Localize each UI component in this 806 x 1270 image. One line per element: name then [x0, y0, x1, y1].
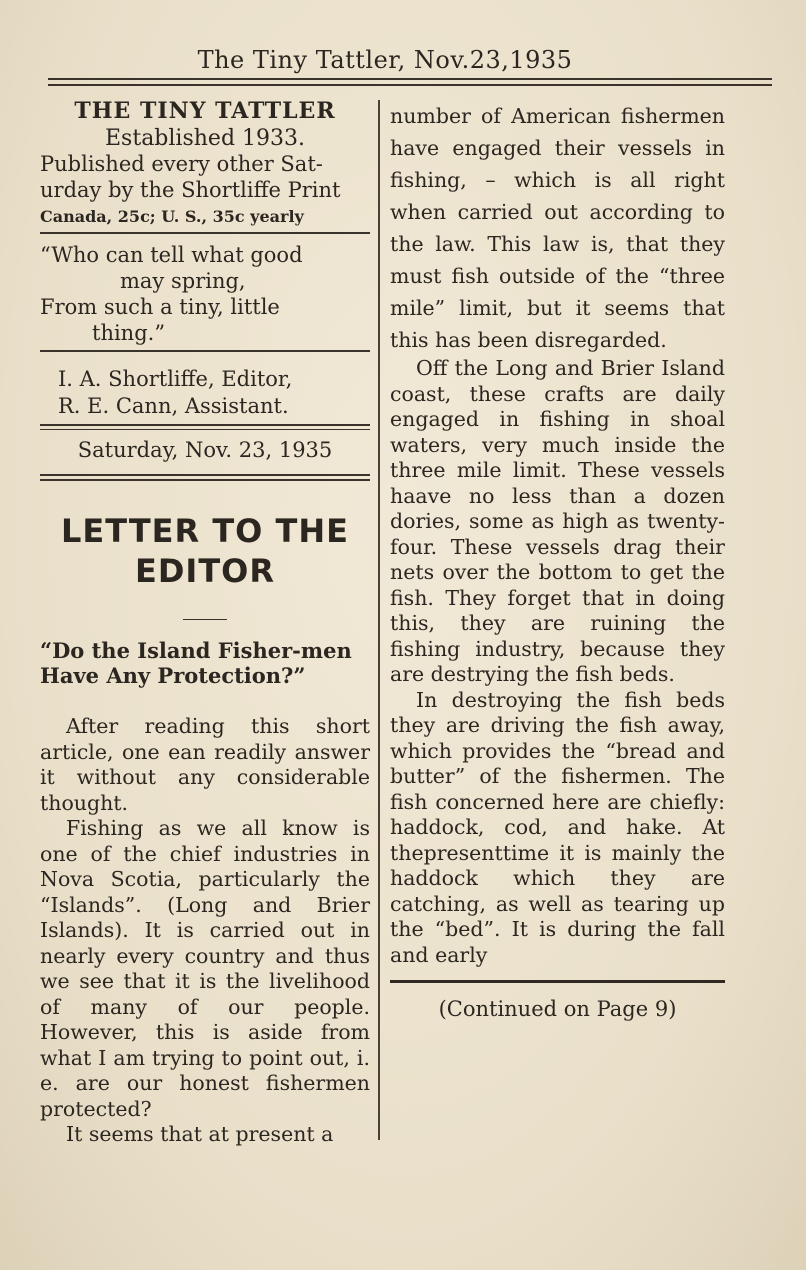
established-line: Established 1933. [105, 126, 305, 151]
dateline: Saturday, Nov. 23, 1935 [77, 438, 333, 462]
rule [40, 429, 370, 431]
rule [40, 479, 370, 481]
editor-name: I. A. Shortliffe, Editor, [58, 366, 293, 391]
article-paragraph: number of American fishermen have engaged their vessels in fishing, – which is all right when carried out according to the law. This law is, that they must fish outside of the “three mile” limit, but it seems that this has been disregarded. [390, 104, 725, 352]
article-subhead: “Do the Island Fisher-men Have Any Protection?” [40, 638, 352, 688]
right-column [390, 100, 725, 1021]
article-paragraph: It seems that at present a [66, 1122, 334, 1146]
title-rule [183, 619, 227, 621]
rule [40, 474, 370, 476]
motto-line: “Who can tell what good [40, 243, 303, 267]
article-title: LETTER TO THE EDITOR [61, 511, 349, 590]
column-divider [378, 100, 380, 1140]
motto-line: From such a tiny, little [40, 295, 280, 319]
masthead-rule-bottom [48, 84, 772, 86]
left-column [40, 96, 370, 1148]
motto [40, 242, 370, 346]
rule [40, 350, 370, 352]
subscription-pricing: Canada, 25c; U. S., 35c yearly [40, 207, 304, 226]
publication-name: THE TINY TATTLER [74, 98, 336, 124]
rule [40, 424, 370, 426]
masthead: The Tiny Tattler, Nov.23,1935 [197, 46, 573, 74]
article-paragraph: In destroying the fish beds they are driving the fish away, which provides the “bread and butter” of the fishermen. The fish concerned here are chiefly: haddock, cod, and hake. At thepresenttime it is mainly the haddock which they are catching, as well as tearing up the “bed”. It is during the fall and early [390, 687, 725, 967]
publisher-line-1: Published every other Sat- [40, 152, 323, 176]
article-paragraph: Fishing as we all know is one of the chief industries in Nova Scotia, particularly the “Islands”. (Long and Brier Islands). It is carried out in nearly every country and thus we see that it is the livelihood of many of our people. However, this is aside from what I am trying to point out, i. e. are our honest fishermen protected? [40, 816, 370, 1121]
rule [40, 232, 370, 234]
publisher-line-2: urday by the Shortliffe Print [40, 178, 341, 202]
staff-listing [40, 366, 370, 420]
masthead-rule-top [48, 78, 772, 80]
article-paragraph: After reading this short article, one ean readily answer it without any considerable thought. [40, 714, 370, 815]
article-paragraph: Off the Long and Brier Island coast, these crafts are daily engaged in fishing in shoal waters, very much inside the three mile limit. These vessels haave no less than a dozen dories, some as high as twenty-four. These vessels drag their nets over the bottom to get the fish. They forget that in doing this, they are ruining the fishing industry, because they are destrying the fish beds. [390, 356, 725, 686]
motto-line: may spring, [120, 269, 246, 293]
continuation-note: (Continued on Page 9) [438, 997, 677, 1021]
rule [390, 980, 725, 983]
assistant-name: R. E. Cann, Assistant. [58, 393, 289, 418]
motto-line: thing.” [92, 321, 166, 345]
